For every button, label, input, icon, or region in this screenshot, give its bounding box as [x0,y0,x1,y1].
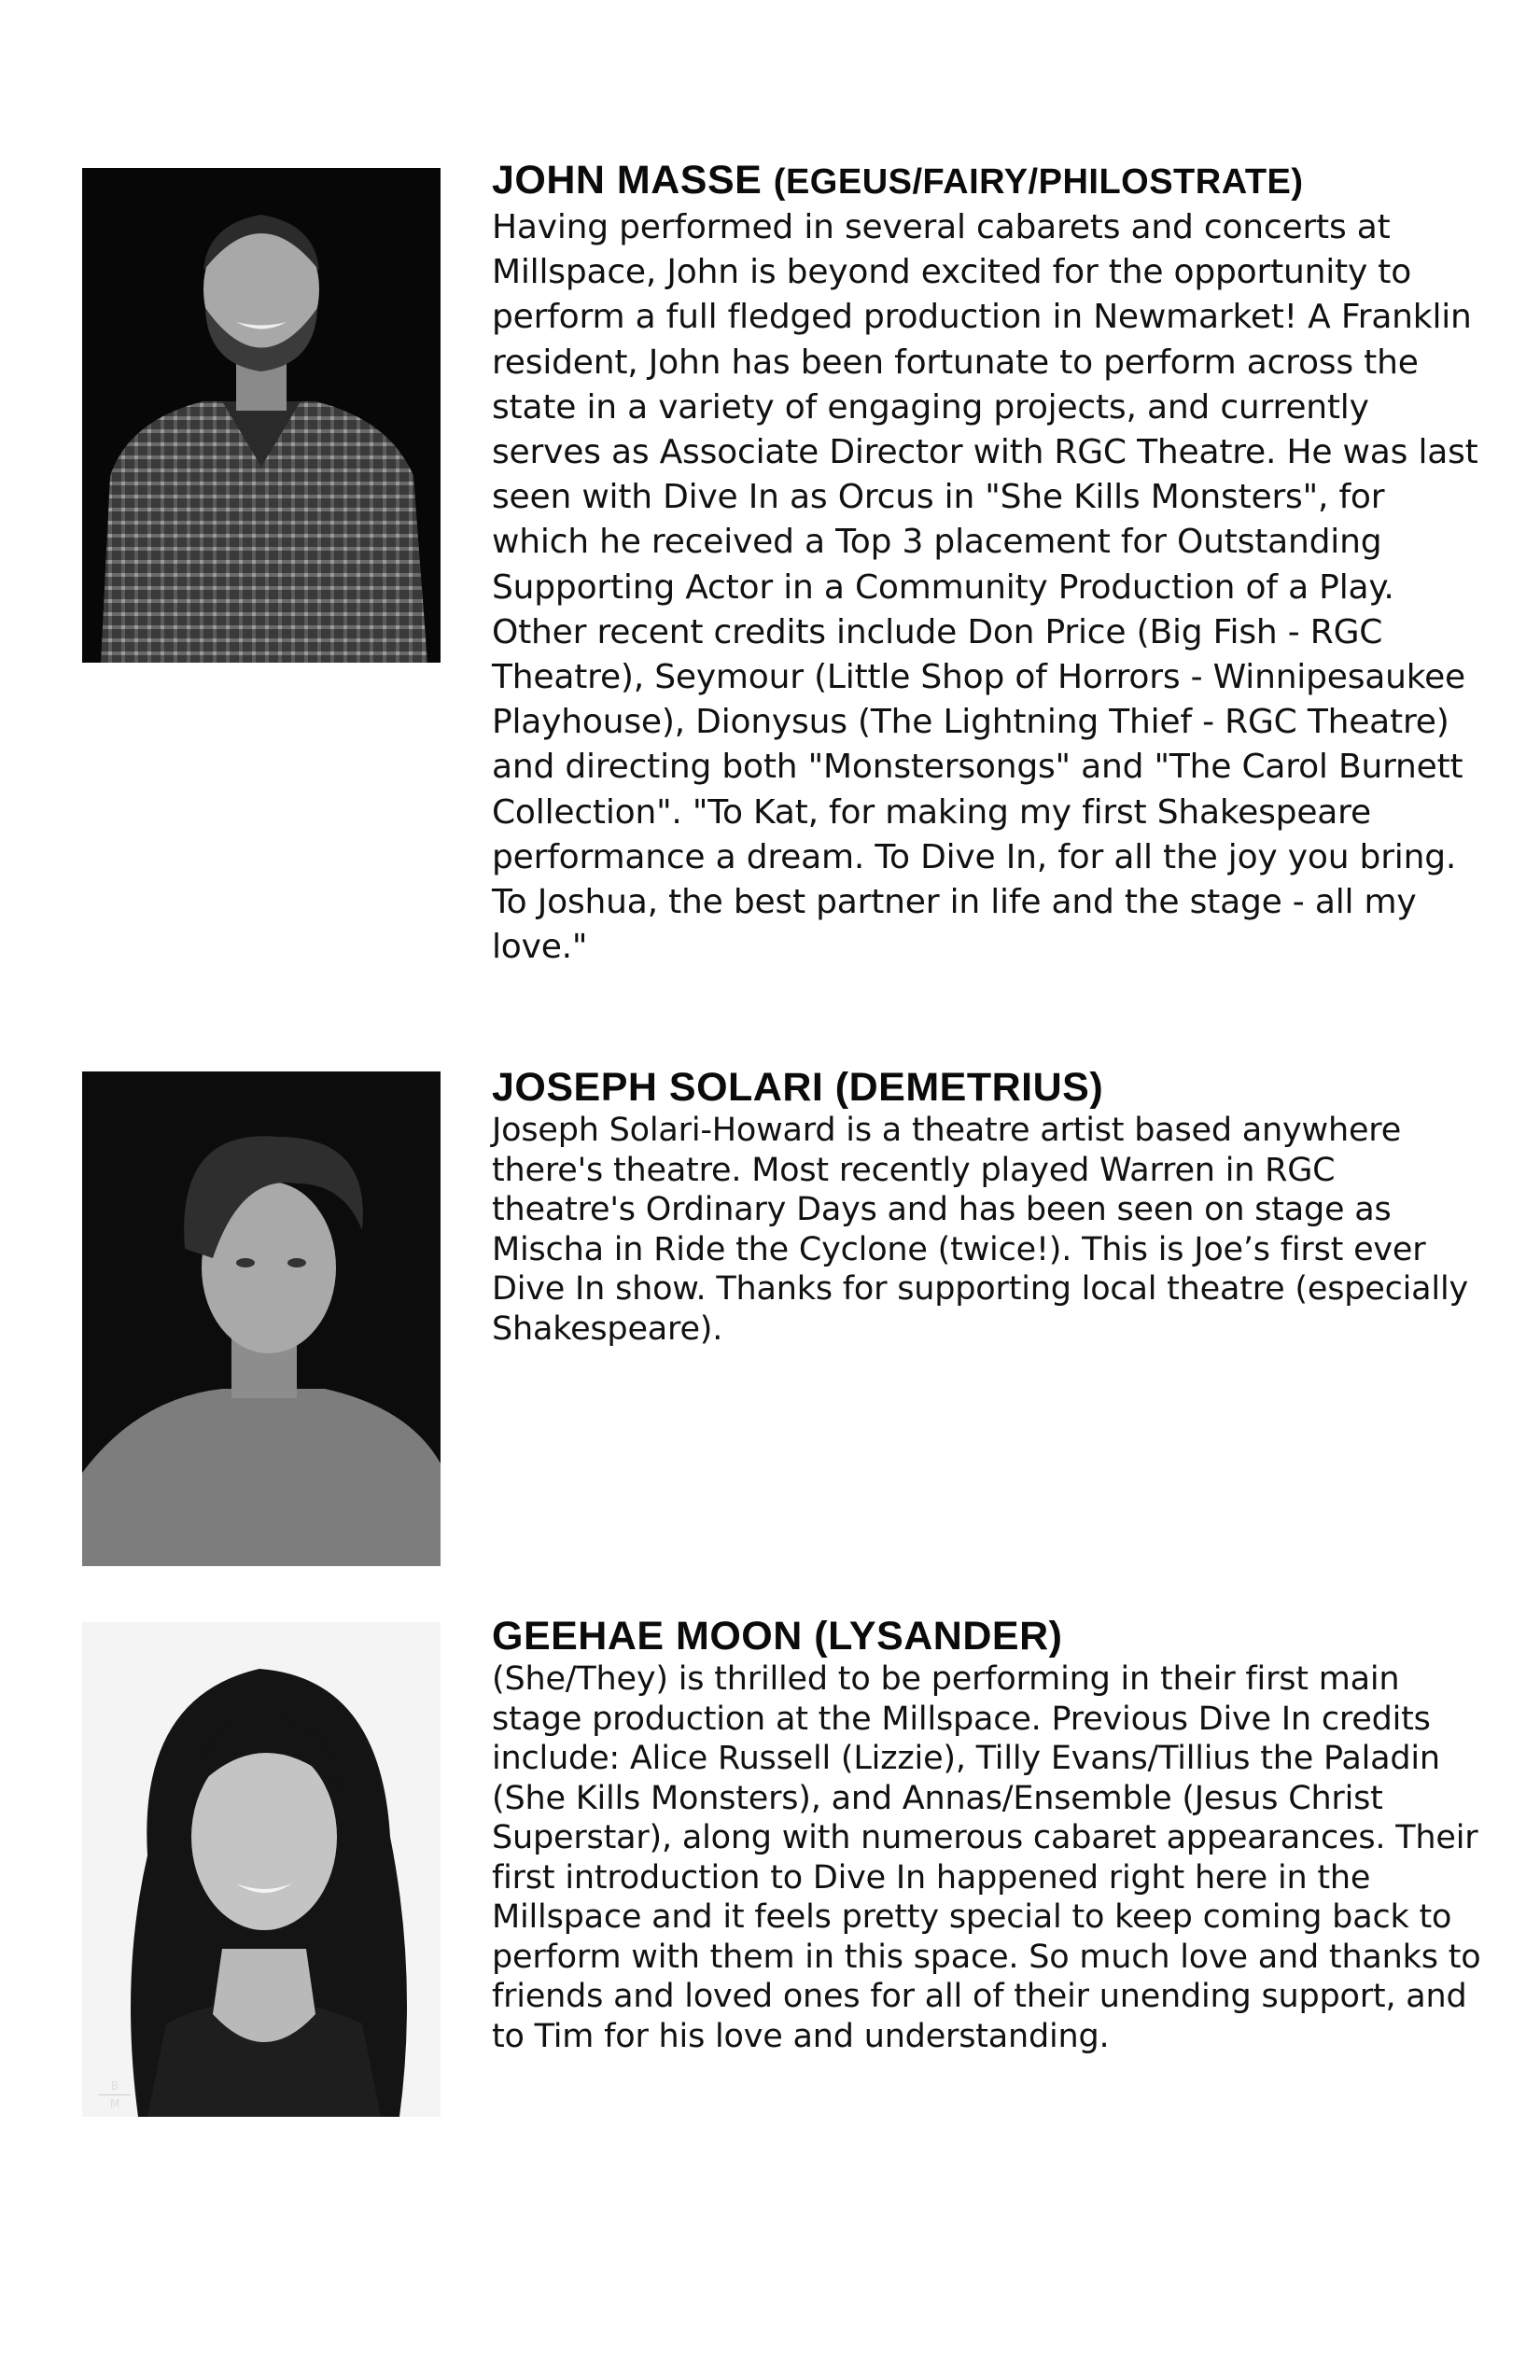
watermark-letter: B [110,2079,119,2093]
cast-bio: (She/They) is thrilled to be performing in their first main stage production at the Millspace. Previous Dive In credits include: Alice Russell (Lizzie), Tilly Evans/Tillius the Paladin (She Kills Monsters), and Annas/Ensemble (Jesus Christ Superstar), along with numerous cabaret appearances. Their first introduction to Dive In happened right here in the Millspace and it feels pretty special to keep coming back to perform with them in this space. So much love and thanks to friends and loved ones for all of their unending support, and to Tim for his love and understanding. [492,1660,1481,2055]
portrait-image [82,1622,441,2117]
bio-text-block [492,1064,1481,1349]
bio-text-block [492,157,1481,970]
cast-bio: Having performed in several cabarets and concerts at Millspace, John is beyond excited for the opportunity to perform a full fledged production in Newmarket! A Franklin resident, John has been fortunate to perform across the state in a variety of engaging projects, and currently serves as Associate Director with RGC Theatre. He was last seen with Dive In as Orcus in "She Kills Monsters", for which he received a Top 3 placement for Outstanding Supporting Actor in a Community Production of a Play. Other recent credits include Don Price (Big Fish - RGC Theatre), Seymour (Little Shop of Horrors - Winnipesaukee Playhouse), Dionysus (The Lightning Thief - RGC Theatre) and directing both "Monstersongs" and "The Carol Burnett Collection". "To Kat, for making my first Shakespeare performance a dream. To Dive In, for all the joy you bring. To Joshua, the best partner in life and the stage - all my love." [492,208,1478,967]
headshot-joseph-solari [82,1071,441,1566]
cast-name: GEEHAE MOON (LYSANDER) [492,1614,1063,1659]
cast-name: JOHN MASSE [492,158,763,203]
portrait-image [82,1071,441,1566]
cast-name-heading [492,1613,1481,1659]
headshot-geehae-moon [82,1622,441,2117]
photographer-watermark [99,2079,131,2111]
cast-name: JOSEPH SOLARI (DEMETRIUS) [492,1065,1104,1110]
cast-bio: Joseph Solari-Howard is a theatre artist based anywhere there's theatre. Most recently played Warren in RGC theatre's Ordinary Days and has been seen on stage as Mischa in Ride the Cyclone (twice!). This is Joe’s first ever Dive In show. Thanks for supporting local theatre (especially Shakespeare). [492,1112,1468,1348]
watermark-divider [99,2094,131,2095]
cast-role: (EGEUS/FAIRY/PHILOSTRATE) [773,162,1304,202]
bio-text-block [492,1613,1481,2056]
cast-name-heading [492,1064,1481,1111]
cast-name-heading [492,157,1481,205]
headshot-john-masse [82,168,441,663]
portrait-image [82,168,441,663]
watermark-letter: M [109,2097,120,2110]
